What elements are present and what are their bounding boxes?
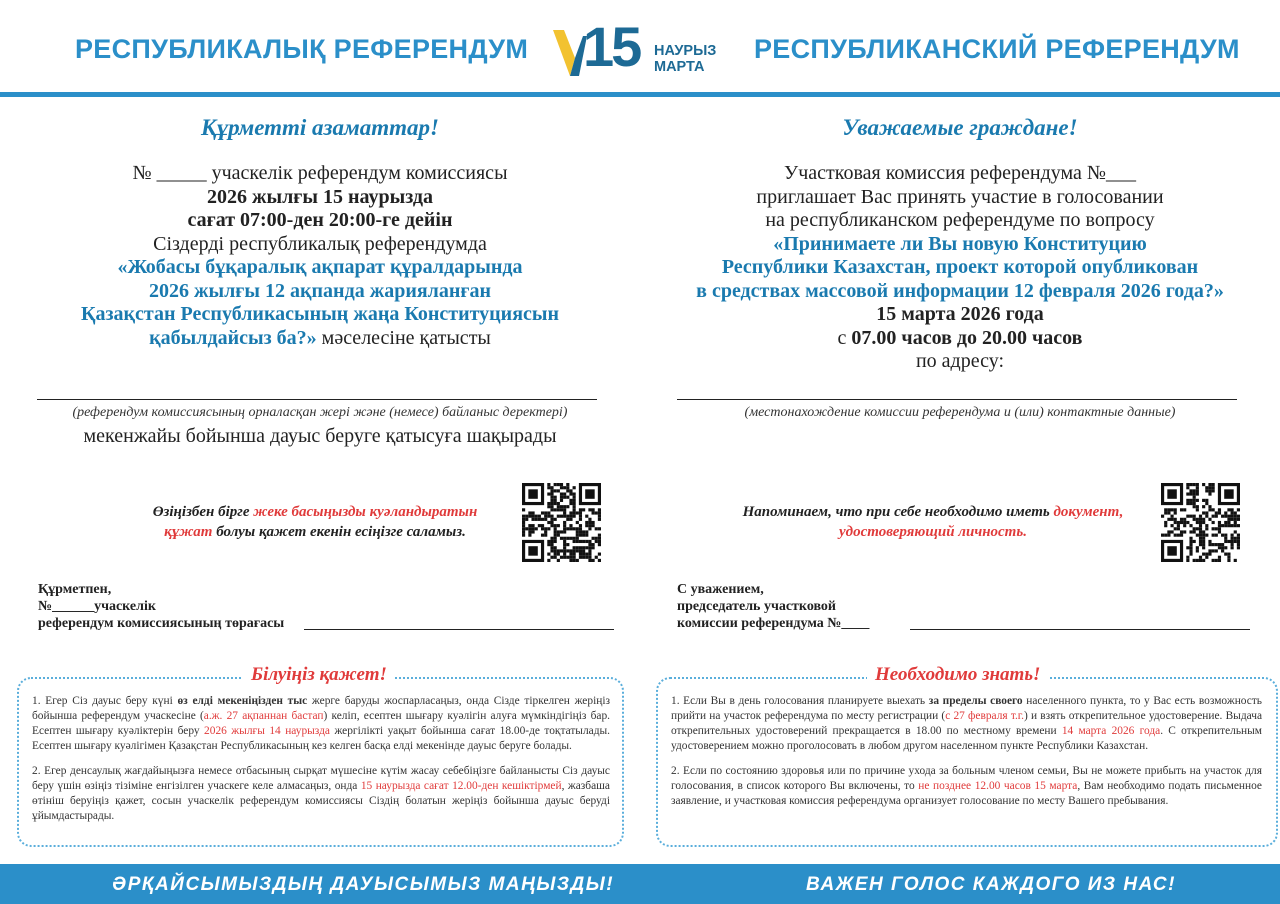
- referendum-line-ru: на республиканском референдуме по вопросу: [765, 209, 1155, 231]
- p1-d-kz: а.ж. 27 ақпаннан бастап: [203, 710, 324, 722]
- info-text-ru: [671, 694, 1262, 819]
- footer-slogan-ru: ВАЖЕН ГОЛОС КАЖДОГО ИЗ НАС!: [806, 874, 1176, 895]
- time-line-ru: [640, 327, 1280, 351]
- info-paragraph-1-ru: [671, 694, 1262, 754]
- address-line-ru: [677, 399, 1237, 400]
- logo-word-kz: НАУРЫЗ: [654, 43, 717, 59]
- p1-g-kz: жергілікті уақыт бойынша сағат 18.00-де тоқтатылады. Есептен шығару куәлігімен Қазақстан Республикасының кез келген басқа елді мекенінде дауыс беруге болады.: [32, 725, 611, 752]
- address-line-kz: [37, 399, 597, 400]
- russian-column: [640, 0, 1280, 904]
- question-line-1-kz: «Жобасы бұқаралық ақпарат құралдарында: [117, 256, 523, 278]
- time-pre-ru: с: [837, 326, 852, 349]
- p1-g-ru: . С открепительным удостоверением можно проголосовать в любом другом населенном пункте Республики Казахстан.: [671, 725, 1262, 752]
- p1-f-ru: 14 марта 2026 года: [1061, 725, 1161, 737]
- p1-c-ru: населенного пункта, то у Вас есть возможность прийти на участок референдума по месту регистрации (: [671, 695, 1262, 722]
- signature-line-ru: [910, 629, 1250, 630]
- info-text-kz: [32, 694, 610, 834]
- footer-banner: [0, 864, 1280, 904]
- reminder-red-1-kz: жеке басыңызды куәландыратын: [253, 504, 478, 520]
- question-line-1-ru: «Принимаете ли Вы новую Конституцию: [773, 232, 1147, 255]
- header-title-kz: РЕСПУБЛИКАЛЫҚ РЕФЕРЕНДУМ: [75, 34, 529, 64]
- question-line-2-kz: 2026 жылғы 12 ақпанда жарияланған: [148, 279, 492, 302]
- qr-code-kz: [522, 483, 601, 562]
- info-paragraph-2-ru: [671, 764, 1262, 809]
- sign-line-3-kz: референдум комиссиясының төрағасы: [38, 616, 285, 631]
- sign-line-3-ru: комиссии референдума №____: [677, 616, 870, 631]
- p2-a-kz: 2. Егер денсаулық жағдайыңызға немесе отбасының сырқат мүшесіне күтім жасау себебіңізге байланысты Сіз дауыс беру үшін өзіңіз тізіміне енгізілген учаскеге келе алмасаңыз, онда: [32, 765, 610, 792]
- question-line-3-ru: в средствах массовой информации 12 февраля 2026 года?»: [696, 279, 1224, 302]
- p2-c-kz: , жазбаша өтініш беруіңіз қажет, сосын учаскелік референдум комиссиясы Сіздің болатын жеріңіз бойынша дауыс беруді ұйымдастырады.: [32, 780, 610, 822]
- question-line-4-kz: [0, 327, 640, 351]
- p1-c-kz: жерге баруды жоспарласаңыз, онда Сізде тіркелген жеріңіз бойынша референдум учаскесіне (: [32, 695, 610, 722]
- commission-line-ru: Участковая комиссия референдума №___: [784, 162, 1136, 184]
- p1-e-kz: ) келіп, есептен шығару куәлігін алуға мүмкіндігіңіз бар. Есептен шығару куәліктерін беру: [32, 710, 611, 737]
- footer-slogan-kz: ӘРҚАЙСЫМЫЗДЫҢ ДАУЫСЫМЫЗ МАҢЫЗДЫ!: [112, 874, 615, 895]
- reminder-pre-kz: Өзіңізбен бірге: [152, 504, 254, 520]
- p1-b-ru: за пределы своего: [928, 695, 1023, 707]
- p1-f-kz: 2026 жылғы 14 наурызда: [204, 725, 330, 737]
- address-invite-kz: мекенжайы бойынша дауыс беруге қатысуға шақырады: [83, 425, 557, 447]
- reminder-red-2-ru: удостоверяющий личность.: [839, 524, 1027, 540]
- address-label-ru: по адресу:: [915, 350, 1005, 372]
- reminder-post-kz: болуы қажет екенін есіңізге саламыз.: [212, 524, 466, 540]
- p1-d-ru: с 27 февраля т.г.: [945, 710, 1025, 722]
- p1-e-ru: ) и взять открепительное удостоверение. Выдача открепительных удостоверений прекращается в 18.00 по местному времени: [671, 710, 1263, 737]
- signature-line-kz: [304, 629, 614, 630]
- p2-a-ru: 2. Если по состоянию здоровья или по причине ухода за больным членом семьи, Вы не можете прибыть на участок для голосования, в список которого Вы включены, то: [671, 765, 1262, 792]
- info-box-title-ru: Необходимо знать!: [867, 664, 1048, 686]
- qr-code-ru: [1161, 483, 1240, 562]
- reminder-red-2-kz: құжат: [164, 524, 213, 540]
- commission-line-kz: № _____ учаскелік референдум комиссиясы: [132, 162, 508, 184]
- reminder-ru: [708, 502, 1158, 542]
- p1-b-kz: өз елді мекеніңізден тыс: [177, 695, 308, 707]
- reminder-red-1-ru: документ,: [1053, 504, 1124, 520]
- sign-line-2-ru: председатель участковой: [677, 599, 836, 614]
- info-paragraph-1-kz: [32, 694, 610, 754]
- p1-a-kz: 1. Егер Сіз дауыс беру күні: [32, 695, 178, 707]
- info-paragraph-2-kz: [32, 764, 610, 824]
- question-tail-kz: мәселесіне қатысты: [316, 326, 491, 349]
- sign-line-2-kz: №______учаскелік: [38, 599, 156, 614]
- header-title-ru: РЕСПУБЛИКАНСКИЙ РЕФЕРЕНДУМ: [754, 34, 1240, 64]
- logo-number: 15: [583, 15, 640, 78]
- sign-line-1-kz: Құрметпен,: [38, 582, 112, 597]
- address-caption-kz: (референдум комиссиясының орналасқан жері және (немесе) байланыс деректері): [72, 405, 568, 420]
- time-line-kz: сағат 07:00-ден 20:00-ге дейін: [187, 209, 453, 231]
- question-line-3-kz: Қазақстан Республикасының жаңа Конституциясын: [80, 303, 560, 325]
- question-end-kz: қабылдайсыз ба?»: [149, 326, 317, 349]
- reminder-pre-ru: Напоминаем, что при себе необходимо иметь: [742, 504, 1054, 520]
- invite-line-ru: приглашает Вас принять участие в голосовании: [756, 185, 1164, 208]
- reminder-kz: [105, 502, 525, 542]
- question-line-2-ru: Республики Казахстан, проект которой опубликован: [721, 256, 1199, 278]
- p2-c-ru: , Вам необходимо подать письменное заявление, и участковая комиссия референдума организует голосование по месту Вашего пребывания.: [671, 780, 1262, 807]
- logo-word-ru: МАРТА: [654, 59, 705, 75]
- p2-b-ru: не позднее 12.00 часов 15 марта: [918, 780, 1078, 792]
- signature-block-ru: [677, 581, 869, 632]
- invite-line-kz: Сіздерді республикалық референдумда: [153, 232, 487, 255]
- greeting-ru: Уважаемые граждане!: [842, 115, 1078, 140]
- info-box-title-kz: Білуіңіз қажет!: [243, 664, 395, 686]
- p1-a-ru: 1. Если Вы в день голосования планируете выехать: [671, 695, 929, 707]
- time-hours-ru: 07.00 часов до 20.00 часов: [851, 326, 1083, 349]
- address-caption-ru: (местонахождение комиссии референдума и (или) контактные данные): [744, 405, 1176, 420]
- sign-line-1-ru: С уважением,: [677, 582, 764, 597]
- p2-b-kz: 15 наурызда сағат 12.00-ден кешіктірмей: [360, 780, 562, 792]
- signature-block-kz: [38, 581, 284, 632]
- greeting-kz: Құрметті азаматтар!: [201, 115, 439, 140]
- invitation-text-ru: [640, 162, 1280, 374]
- date-line-ru: 15 марта 2026 года: [876, 303, 1044, 325]
- date-line-kz: 2026 жылғы 15 наурызда: [206, 185, 434, 208]
- invitation-text-kz: [0, 162, 640, 350]
